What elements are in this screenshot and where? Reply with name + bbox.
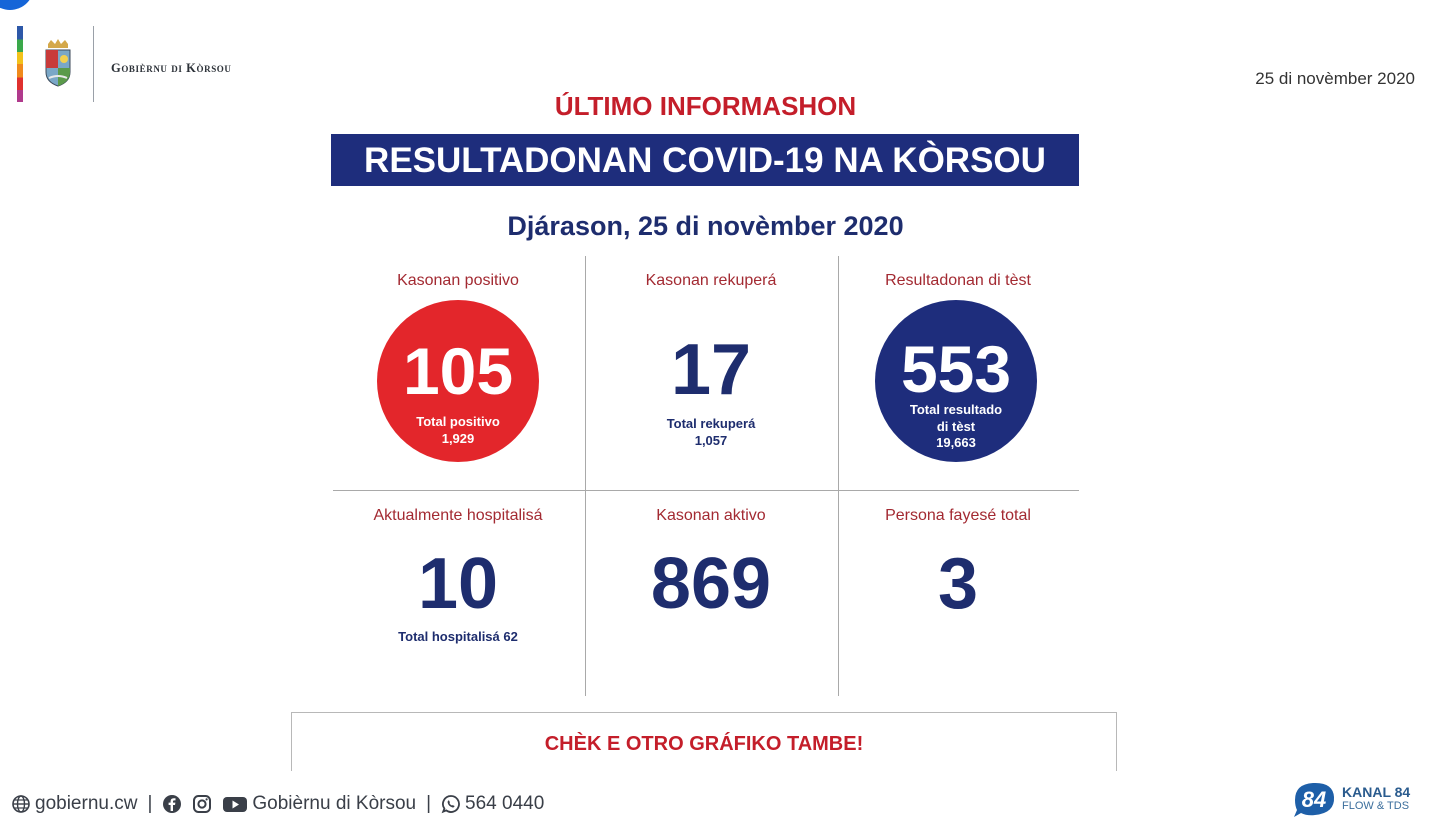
phone-number[interactable]: 564 0440 <box>465 793 545 814</box>
corner-badge <box>0 0 34 10</box>
banner-title: RESULTADONAN COVID-19 NA KÒRSOU <box>331 134 1079 186</box>
recovered-total-label: Total rekuperá <box>666 416 756 431</box>
test-total-label-line1: Total resultado <box>909 402 1003 417</box>
positive-total-value: 1,929 <box>441 430 475 446</box>
recovered-cases-value: 17 <box>670 330 752 410</box>
globe-icon <box>11 794 31 814</box>
test-total-label-line2: di tèst <box>936 418 976 434</box>
positive-cases-circle <box>377 300 539 462</box>
government-name: Gobièrnu di Kòrsou <box>111 61 232 75</box>
positive-cases-label: Kasonan positivo <box>397 272 519 289</box>
whatsapp-icon[interactable] <box>441 794 461 814</box>
hospitalized-value: 10 <box>417 544 499 624</box>
positive-cases-value: 105 <box>402 334 514 408</box>
coat-of-arms-logo <box>42 38 74 88</box>
kicker-title: ÚLTIMO INFORMASHON <box>554 91 857 121</box>
facebook-icon[interactable] <box>162 794 182 814</box>
broadcaster-subtitle: FLOW & TDS <box>1342 800 1410 812</box>
deceased-value: 3 <box>937 544 979 624</box>
active-cases-value: 869 <box>650 544 772 624</box>
hospitalized-total: Total hospitalisá 62 <box>398 629 518 644</box>
grid-divider <box>333 490 1079 491</box>
cta-text: CHÈK E OTRO GRÁFIKO TAMBE! <box>544 733 864 755</box>
website-link[interactable]: gobiernu.cw <box>35 793 138 814</box>
recovered-cases-label: Kasonan rekuperá <box>645 272 777 289</box>
grid-divider <box>585 256 586 696</box>
test-results-circle <box>875 300 1037 462</box>
positive-total-label: Total positivo <box>416 414 500 429</box>
kanal-84-text <box>1342 785 1410 812</box>
deceased-label: Persona fayesé total <box>885 507 1031 524</box>
social-account-name[interactable]: Gobièrnu di Kòrsou <box>252 793 417 814</box>
test-results-label: Resultadonan di tèst <box>885 272 1031 289</box>
kanal-logo-number: 84 <box>1301 787 1327 812</box>
broadcaster-name: KANAL 84 <box>1342 784 1411 800</box>
header-date: 25 di novèmber 2020 <box>1255 69 1415 88</box>
active-cases-label: Kasonan aktivo <box>656 507 766 524</box>
instagram-icon[interactable] <box>192 794 212 814</box>
footer-separator: | <box>147 793 153 814</box>
footer-separator: | <box>426 793 432 814</box>
youtube-icon[interactable] <box>222 794 248 814</box>
test-results-value: 553 <box>900 332 1012 406</box>
kanal-84-logo <box>1291 780 1337 818</box>
grid-divider <box>838 256 839 696</box>
recovered-total-value: 1,057 <box>694 433 728 448</box>
hospitalized-label: Aktualmente hospitalisá <box>373 507 543 524</box>
footer-bar <box>11 790 544 818</box>
report-date-subtitle: Djárason, 25 di novèmber 2020 <box>507 211 904 241</box>
test-total-value: 19,663 <box>936 435 976 451</box>
